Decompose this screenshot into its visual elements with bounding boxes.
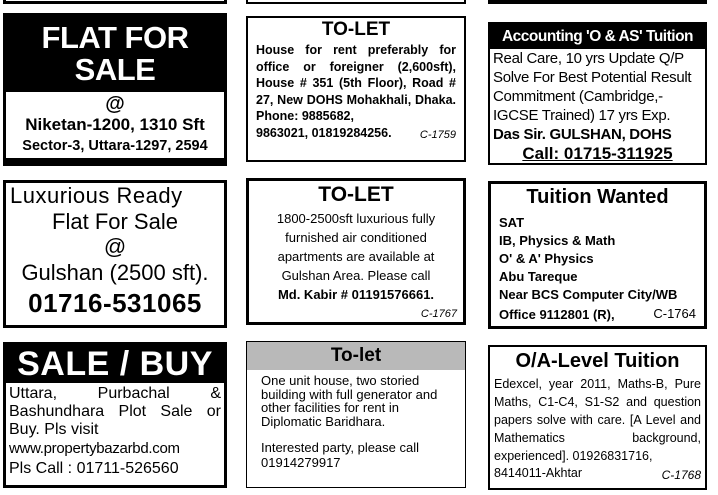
ad-code bbox=[255, 304, 457, 322]
list-item: Near BCS Computer City/WB bbox=[499, 287, 678, 302]
ad-last-line bbox=[499, 304, 696, 324]
website-line: www.propertybazarbd.com bbox=[9, 440, 180, 457]
ad-code: C-1768 bbox=[661, 468, 701, 482]
contact-line: Das Sir. GULSHAN, DOHS bbox=[493, 126, 672, 143]
list-item: SAT bbox=[499, 215, 525, 230]
ad-accounting-tuition bbox=[488, 22, 707, 165]
ad-title: O/A-Level Tuition bbox=[515, 350, 680, 372]
ad-tolet-dohs bbox=[246, 16, 466, 162]
at-symbol: @ bbox=[103, 234, 127, 259]
ad-body: Uttara, Purbachal & Bashundhara Plot Sale or Buy. Pls visit bbox=[9, 385, 221, 438]
ad-body: 1800-2500sft luxurious fully furnished air conditioned apartments are available at Gulshan Area. Please call bbox=[276, 211, 436, 283]
ad-body-panel bbox=[6, 92, 224, 158]
ad-body: One unit house, two storied building with full generator and other facilities for rent in Diplomatic Baridhara. bbox=[261, 373, 438, 429]
office-line: Office 9112801 (R), bbox=[499, 307, 615, 322]
contact-line: 8414011-Akhtar bbox=[494, 466, 583, 480]
contact-line: Interested party, please call 01914279917 bbox=[261, 440, 420, 470]
ad-body: Real Care, 10 yrs Update Q/P Solve For Best Potential Result Commitment (Cambridge,- IGCSE Trained) 17 yrs Exp. bbox=[493, 50, 692, 124]
list-item: IB, Physics & Math bbox=[499, 233, 616, 248]
ad-title: FLAT FOR SALE bbox=[41, 20, 189, 87]
ad-title: SALE / BUY bbox=[6, 345, 224, 383]
ad-code-text: C-1767 bbox=[420, 308, 457, 320]
ad-title: Tuition Wanted bbox=[526, 186, 669, 208]
list-item: O' & A' Physics bbox=[499, 251, 594, 266]
list-item: Abu Tareque bbox=[499, 269, 578, 284]
address-line-2: Sector-3, Uttara-1297, 2594 bbox=[22, 138, 208, 154]
line-3: Gulshan (2500 sft). bbox=[21, 260, 209, 285]
ad-title: Accounting 'O & AS' Tuition bbox=[490, 24, 705, 49]
call-line: Pls Call : 01711-526560 bbox=[9, 460, 179, 477]
call-line: Call: 01715-311925 bbox=[522, 144, 673, 163]
ad-oa-level-tuition bbox=[488, 345, 707, 490]
ad-sale-buy bbox=[3, 342, 227, 488]
line-2: Flat For Sale bbox=[52, 209, 178, 234]
ad-title: TO-LET bbox=[321, 19, 391, 40]
ad-body: House for rent preferably for office or foreigner (2,600sft), House # 351 (5th Floor), Road # 27, New DOHS Mohakhali, Dhaka. Phone: 9885682, bbox=[256, 43, 456, 123]
line-1: Luxurious Ready bbox=[10, 183, 183, 208]
phone-line: 9863021, 01819284256. bbox=[256, 125, 392, 140]
ad-body: Edexcel, year 2011, Maths-B, Pure Maths, C1-C4, S1-S2 and question papers solve with care. [A Level and Mathematics background, experienced]. 01926831716, bbox=[494, 377, 701, 463]
ad-last-line bbox=[494, 465, 701, 482]
ad-flat-for-sale-niketan bbox=[3, 13, 227, 183]
phone: 01716-531065 bbox=[28, 288, 202, 318]
ad-luxurious-flat bbox=[3, 180, 227, 328]
ad-tolet-baridhara bbox=[246, 341, 466, 488]
ad-title: TO-LET bbox=[318, 183, 394, 206]
at-symbol: @ bbox=[105, 93, 125, 115]
address-line-1: Niketan-1200, 1310 Sft bbox=[25, 115, 205, 134]
previous-ad-stub-right bbox=[488, 0, 707, 4]
ad-tuition-wanted bbox=[488, 181, 707, 329]
ad-title: To-let bbox=[247, 342, 465, 370]
previous-ad-stub-middle bbox=[246, 0, 466, 4]
contact-line: Md. Kabir # 01191576661. bbox=[277, 287, 435, 302]
ad-last-line bbox=[256, 125, 456, 141]
ad-tolet-gulshan bbox=[246, 178, 466, 325]
ad-code: C-1764 bbox=[653, 306, 696, 321]
ad-code: C-1759 bbox=[419, 128, 456, 141]
previous-ad-stub-left bbox=[3, 0, 227, 4]
phone-numbers: 01921454264, 01921454287 bbox=[12, 164, 218, 183]
